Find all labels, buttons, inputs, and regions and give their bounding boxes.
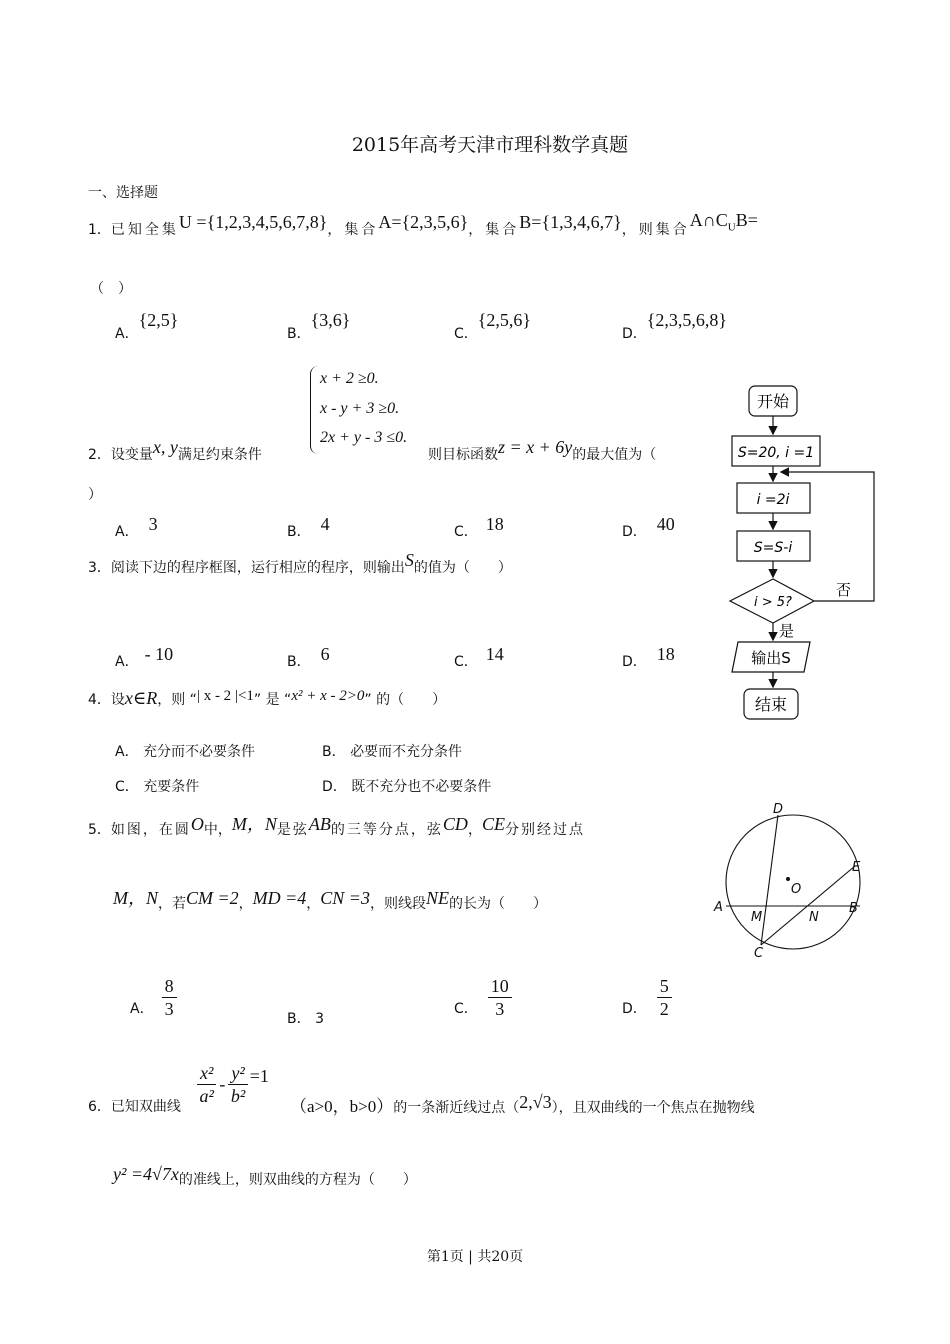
point-a-label: A xyxy=(714,900,723,915)
text: ，则集合 xyxy=(621,222,690,238)
text: 的值为（ ） xyxy=(413,560,512,576)
question-4 xyxy=(88,688,446,709)
question-2-cont xyxy=(428,437,657,464)
text: 的准线上，则双曲线的方程为（ ） xyxy=(178,1172,417,1188)
option-label: B． xyxy=(287,654,311,670)
q-number: 2． xyxy=(88,447,111,463)
text: ），且双曲线的一个焦点在抛物线 xyxy=(551,1100,755,1116)
answer-paren: （ ） xyxy=(90,281,132,297)
question-6-label xyxy=(88,1096,181,1116)
question-3 xyxy=(88,550,512,577)
option-label: D． xyxy=(322,779,347,795)
option-label: B． xyxy=(322,744,346,760)
denominator: b² xyxy=(230,1086,246,1106)
option-value: 3 xyxy=(315,1011,324,1027)
q-number: 3． xyxy=(88,560,111,576)
q-number: 4． xyxy=(88,692,111,708)
end-label: 结束 xyxy=(754,695,788,714)
option-b xyxy=(287,1008,324,1028)
math: x² + x - 2>0 xyxy=(291,688,365,704)
math: B={1,3,4,6,7} xyxy=(519,212,622,232)
option-value: 3 xyxy=(148,514,158,534)
q-number: 6． xyxy=(88,1099,111,1115)
math: AB xyxy=(308,814,331,834)
constraint: x + 2 ≥0. xyxy=(320,370,379,387)
option-b xyxy=(287,644,330,671)
math: B= xyxy=(735,210,758,230)
math: U xyxy=(727,221,736,234)
option-label: B． xyxy=(287,1011,311,1027)
yes-label: 是 xyxy=(779,622,795,640)
option-a xyxy=(115,514,158,541)
text: 的长为（ ） xyxy=(448,896,547,912)
text: 的最大值为（ xyxy=(572,447,657,463)
math: MD =4 xyxy=(252,888,307,908)
option-value: 40 xyxy=(656,514,675,534)
option-a xyxy=(115,741,255,761)
option-a xyxy=(115,310,179,343)
math: M，N xyxy=(231,814,277,834)
option-value: 6 xyxy=(320,644,330,664)
section-heading: 一、选择题 xyxy=(88,185,158,201)
init-label: S=20, i =1 xyxy=(737,445,815,461)
step2-label: S=S-i xyxy=(753,540,793,556)
option-label: B． xyxy=(287,326,311,342)
question-5 xyxy=(88,814,585,840)
option-value: 既不充分也不必要条件 xyxy=(351,779,492,795)
page-title: 2015年高考天津市理科数学真题 xyxy=(351,134,629,156)
text: ，集合 xyxy=(468,222,520,238)
point-e-label: E xyxy=(852,860,861,875)
denominator: 3 xyxy=(164,999,174,1019)
numerator: x² xyxy=(197,1062,216,1085)
math: NE xyxy=(425,888,449,908)
option-c xyxy=(454,644,504,671)
option-value: {3,6} xyxy=(310,310,351,330)
text: 已知全集 xyxy=(110,222,179,238)
point-m-label: M xyxy=(751,910,763,925)
option-value: 4 xyxy=(320,514,330,534)
text: ，则 “ xyxy=(157,692,197,708)
option-c xyxy=(454,975,512,1020)
flowchart xyxy=(720,380,890,725)
denominator: 2 xyxy=(659,999,669,1019)
text: ” 的（ ） xyxy=(364,692,447,708)
option-b xyxy=(322,741,462,761)
option-d xyxy=(622,514,675,541)
constraint: 2x + y - 3 ≤0. xyxy=(320,429,408,446)
option-value: 充要条件 xyxy=(143,779,200,795)
point-n-label: N xyxy=(809,910,819,925)
no-label: 否 xyxy=(836,581,852,599)
text: 是弦 xyxy=(276,822,309,838)
text: ” 是 “ xyxy=(253,692,292,708)
option-label: D． xyxy=(622,524,647,540)
option-label: D． xyxy=(622,654,647,670)
option-label: C． xyxy=(454,326,478,342)
answer-paren: ） xyxy=(88,487,102,503)
text: 阅读下边的程序框图，运行相应的程序，则输出 xyxy=(110,560,405,576)
option-c xyxy=(454,514,504,541)
math: =1 xyxy=(249,1066,269,1086)
option-value: {2,3,5,6,8} xyxy=(646,310,728,330)
option-c xyxy=(115,776,199,796)
numerator: 8 xyxy=(162,975,177,998)
option-c xyxy=(454,310,532,343)
math: A∩C xyxy=(689,210,728,230)
text: ， xyxy=(467,822,482,838)
denominator: a² xyxy=(199,1086,214,1106)
option-value: 18 xyxy=(485,514,504,534)
option-value: 必要而不充分条件 xyxy=(350,744,463,760)
point-d-label: D xyxy=(773,802,784,817)
text: ，若 xyxy=(158,896,186,912)
text: 满足约束条件 xyxy=(177,447,262,463)
option-label: C． xyxy=(115,779,139,795)
point-o-label: O xyxy=(791,882,802,897)
option-label: C． xyxy=(454,654,478,670)
output-label: 输出S xyxy=(751,649,791,667)
option-label: A． xyxy=(130,1001,154,1017)
option-d xyxy=(622,975,672,1020)
option-d xyxy=(322,776,491,796)
math: U ={1,2,3,4,5,6,7,8} xyxy=(178,212,328,232)
option-value: - 10 xyxy=(144,644,174,664)
option-label: C． xyxy=(454,524,478,540)
start-label: 开始 xyxy=(756,392,790,411)
text: 设 xyxy=(110,692,125,708)
circle-diagram xyxy=(705,800,880,965)
text: 则目标函数 xyxy=(428,447,498,463)
text: 如图，在圆 xyxy=(110,822,191,838)
option-a xyxy=(130,975,177,1020)
math: CM =2 xyxy=(186,888,239,908)
text: ，则线段 xyxy=(369,896,426,912)
text: 的一条渐近线过点（ xyxy=(393,1100,520,1116)
step1-label: i =2i xyxy=(756,492,790,508)
numerator: y² xyxy=(228,1062,247,1085)
option-label: A． xyxy=(115,524,139,540)
question-6-line2 xyxy=(113,1164,417,1189)
option-d xyxy=(622,644,675,671)
math: A={2,3,5,6} xyxy=(378,212,469,232)
option-label: A． xyxy=(115,654,139,670)
math: x∈R xyxy=(124,688,158,708)
option-label: B． xyxy=(287,524,311,540)
text: ，集合 xyxy=(327,222,379,238)
math: CE xyxy=(481,814,505,834)
text: 设变量 xyxy=(110,447,153,463)
text: 已知双曲线 xyxy=(110,1099,181,1115)
option-label: C． xyxy=(454,1001,478,1017)
page-footer: 第1页 | 共20页 xyxy=(426,1249,524,1265)
option-label: A． xyxy=(115,744,139,760)
text: 的三等分点，弦 xyxy=(330,822,443,838)
point-b-label: B xyxy=(849,901,858,916)
text: ， xyxy=(306,896,321,912)
option-value: {2,5,6} xyxy=(477,310,532,330)
text: 中， xyxy=(203,822,232,838)
question-1 xyxy=(88,210,758,242)
hyperbola-equation: $\frac{\text{x²}}{\text{a²}}$ - $\frac{\text{y²}}{\text{b²}}$ =1 xyxy=(197,1062,269,1107)
option-d xyxy=(622,310,728,343)
q-number: 5． xyxy=(88,822,111,838)
math: CD xyxy=(442,814,468,834)
numerator: 5 xyxy=(657,975,672,998)
option-b xyxy=(287,514,330,541)
constraint: x - y + 3 ≥0. xyxy=(320,400,400,417)
q-number: 1． xyxy=(88,222,111,238)
option-value: 充分而不必要条件 xyxy=(143,744,256,760)
math: CN =3 xyxy=(320,888,370,908)
math: O xyxy=(190,814,204,834)
question-6-cont xyxy=(290,1092,755,1117)
option-value: 14 xyxy=(485,644,504,664)
math: y² =4√7x xyxy=(113,1164,179,1184)
math: M，N xyxy=(113,888,158,908)
math: x, y xyxy=(152,437,178,457)
math: （a>0，b>0） xyxy=(290,1097,394,1116)
math: 2,√3 xyxy=(519,1092,552,1112)
math: z = x + 6y xyxy=(498,437,573,457)
point-c-label: C xyxy=(754,946,764,961)
denominator: 3 xyxy=(495,999,505,1019)
math: S xyxy=(404,550,414,570)
option-value: 18 xyxy=(656,644,675,664)
math: | x - 2 |<1 xyxy=(196,688,254,704)
question-2 xyxy=(88,437,262,464)
option-label: D． xyxy=(622,1001,647,1017)
question-5-line2 xyxy=(113,888,547,914)
option-label: D． xyxy=(622,326,647,342)
option-a xyxy=(115,644,174,671)
condition-label: i > 5? xyxy=(754,595,792,610)
numerator: 10 xyxy=(488,975,512,998)
option-value: {2,5} xyxy=(138,310,179,330)
option-label: A． xyxy=(115,326,139,342)
option-b xyxy=(287,310,351,343)
text: 分别经过点 xyxy=(504,822,585,838)
text: ， xyxy=(238,896,253,912)
